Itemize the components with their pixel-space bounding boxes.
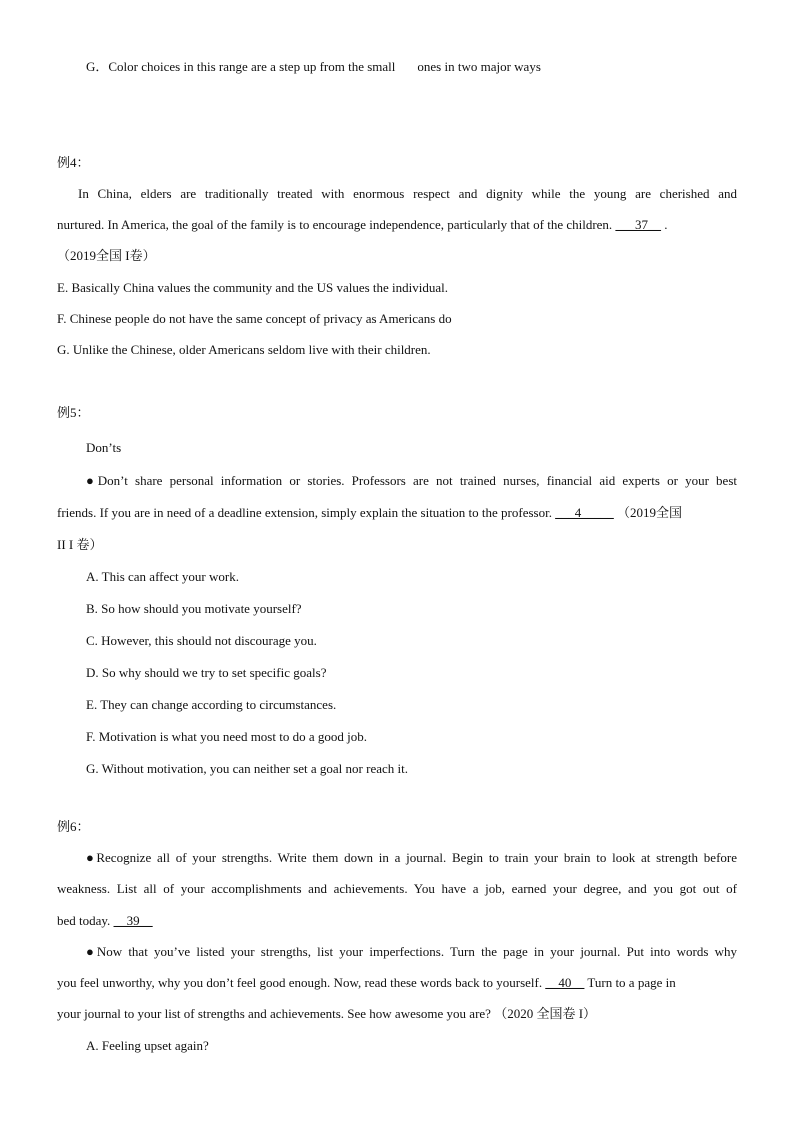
- example-5-heading: 例5：: [57, 405, 90, 420]
- example-6-line-5-text: you feel unworthy, why you don’t feel good enough. Now, read these words back to yourself.: [57, 975, 543, 990]
- example-6-line-5-tail: Turn to a page in: [587, 975, 676, 990]
- example-4-line-2-tail: .: [664, 217, 668, 232]
- g-option-line: [86, 59, 541, 75]
- example-5-source-end: II I 卷）: [57, 537, 103, 552]
- example-5-option-e: E. They can change according to circumstances.: [86, 697, 337, 712]
- answer-blank-37: ___37__: [615, 217, 661, 232]
- g-option-suffix: ones in two major ways: [417, 59, 541, 74]
- example-5-paragraph-line-2: [57, 505, 737, 521]
- example-5-option-f: F. Motivation is what you need most to do a good job.: [86, 729, 367, 744]
- example-4-source: （2019全国 I卷）: [57, 248, 156, 263]
- example-6-line-3-text: bed today.: [57, 913, 111, 928]
- example-5-line-2-text: friends. If you are in need of a deadline extension, simply explain the situation to the professor.: [57, 505, 552, 520]
- example-4-option-g: G. Unlike the Chinese, older Americans seldom live with their children.: [57, 342, 431, 357]
- example-4-option-e: E. Basically China values the community and the US values the individual.: [57, 280, 449, 295]
- example-4-heading: 例4：: [57, 155, 90, 170]
- example-6-bullet-2-line-3: your journal to your list of strengths and achievements. See how awesome you are? （2020 全国卷 I）: [57, 1006, 597, 1021]
- example-5-subtitle: Don’ts: [86, 440, 122, 455]
- example-5-option-c: C. However, this should not discourage you.: [86, 633, 317, 648]
- example-4-option-f: F. Chinese people do not have the same concept of privacy as Americans do: [57, 311, 452, 326]
- example-5-paragraph-line-1: ●Don’t share personal information or stories. Professors are not trained nurses, financial aid experts or your best: [86, 473, 737, 488]
- example-6-heading: 例6：: [57, 819, 90, 834]
- example-5-option-g: G. Without motivation, you can neither set a goal nor reach it.: [86, 761, 408, 776]
- example-6-bullet-1-line-1: ●Recognize all of your strengths. Write them down in a journal. Begin to train your brain to look at strength before: [86, 850, 737, 865]
- example-5-option-a: A. This can affect your work.: [86, 569, 239, 584]
- g-option-prefix: G．Color choices in this range are a step up from the small: [86, 59, 396, 74]
- example-4-line-2-text: nurtured. In America, the goal of the family is to encourage independence, particularly that of the children.: [57, 217, 613, 232]
- example-4-paragraph-line-1: In China, elders are traditionally treated with enormous respect and dignity while the young are cherished and: [78, 186, 737, 201]
- example-5-option-b: B. So how should you motivate yourself?: [86, 601, 302, 616]
- example-6-bullet-1-line-2: weakness. List all of your accomplishments and achievements. You have a job, earned your degree, and you got out of: [57, 881, 737, 896]
- answer-blank-4: ___4_____: [555, 505, 614, 520]
- example-5-option-d: D. So why should we try to set specific goals?: [86, 665, 327, 680]
- example-6-bullet-2-line-1: ●Now that you’ve listed your strengths, list your imperfections. Turn the page in your journal. Put into words why: [86, 944, 737, 959]
- example-4-paragraph-line-2: [57, 217, 737, 233]
- answer-blank-39: __39__: [113, 913, 153, 928]
- answer-blank-40: __40__: [545, 975, 585, 990]
- example-5-source-start: （2019全国: [616, 505, 682, 520]
- example-6-bullet-2-line-2: [57, 975, 737, 991]
- example-6-bullet-1-line-3: [57, 913, 153, 929]
- example-6-option-a: A. Feeling upset again?: [86, 1038, 209, 1053]
